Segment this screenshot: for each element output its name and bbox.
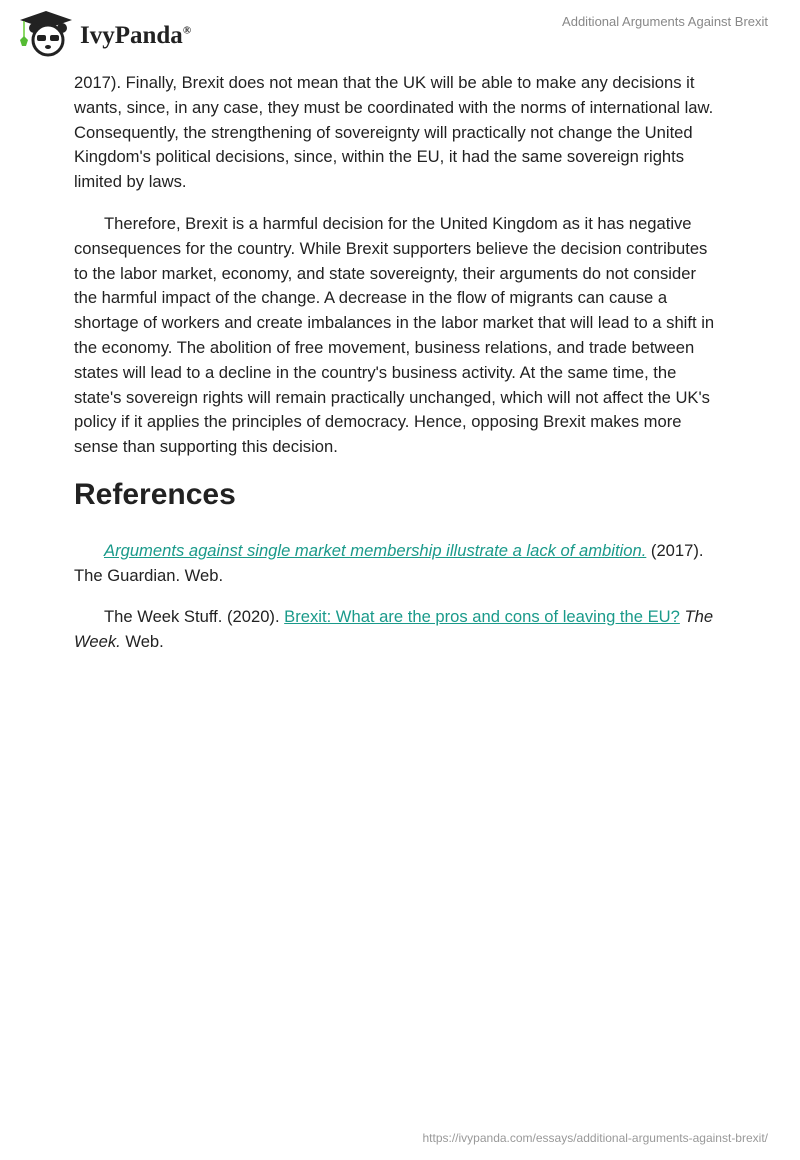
text-line: the harmful impact of the change. A decrease in the flow of migrants can cause a — [74, 288, 668, 308]
document-title: Additional Arguments Against Brexit — [562, 14, 768, 29]
footer-url[interactable]: https://ivypanda.com/essays/additional-arguments-against-brexit/ — [422, 1131, 768, 1145]
paragraph-continuation — [74, 71, 734, 195]
text-line: wants, since, in any case, they must be coordinated with the norms of international law. — [74, 97, 714, 117]
reference-author: The Week Stuff. (2020). — [104, 607, 285, 626]
reference-item — [74, 539, 734, 589]
paragraph-conclusion — [74, 212, 734, 460]
text-line: shortage of workers and create imbalances in the labor market that will lead to a shift in — [74, 313, 715, 333]
text-line: Therefore, Brexit is a harmful decision for the United Kingdom as it has negative — [104, 214, 692, 233]
text-line: Consequently, the strengthening of sovereignty will practically not change the United — [74, 122, 693, 142]
reference-source: The Guardian. Web. — [74, 565, 224, 585]
text-line: consequences for the country. While Brexit supporters believe the decision contributes — [74, 238, 708, 258]
text-line: 2017). Finally, Brexit does not mean that the UK will be able to make any decisions it — [74, 73, 695, 92]
text-line: sense than supporting this decision. — [74, 437, 338, 457]
text-line: limited by laws. — [74, 172, 187, 192]
text-line: Kingdom's political decisions, since, within the EU, it had the same sovereign rights — [74, 147, 685, 167]
text-line: state's sovereign rights will remain practically unchanged, which will not affect the UK's — [74, 387, 710, 407]
text-line: to the labor market, economy, and state sovereignty, their arguments do not consider — [74, 263, 696, 283]
reference-web: Web. — [120, 631, 164, 651]
reference-source: The — [679, 607, 714, 626]
text-line: states will lead to a decline in the country's business activity. At the same time, the — [74, 362, 677, 382]
text-line: policy if it applies the principles of democracy. Hence, opposing Brexit makes more — [74, 412, 682, 432]
reference-link[interactable]: Arguments against single market membership illustrate a lack of ambition. — [104, 541, 647, 560]
panda-graduate-icon — [18, 8, 74, 58]
reference-year: (2017). — [646, 541, 704, 560]
reference-source: Week. — [74, 631, 121, 651]
references-heading: References — [74, 478, 236, 511]
brand-name: IvyPanda® — [80, 22, 192, 49]
reference-link[interactable]: Brexit: What are the pros and cons of leaving the EU? — [284, 607, 680, 626]
ivypanda-logo[interactable] — [18, 8, 191, 58]
reference-item — [74, 605, 734, 655]
text-line: the economy. The abolition of free movement, business relations, and trade between — [74, 337, 695, 357]
